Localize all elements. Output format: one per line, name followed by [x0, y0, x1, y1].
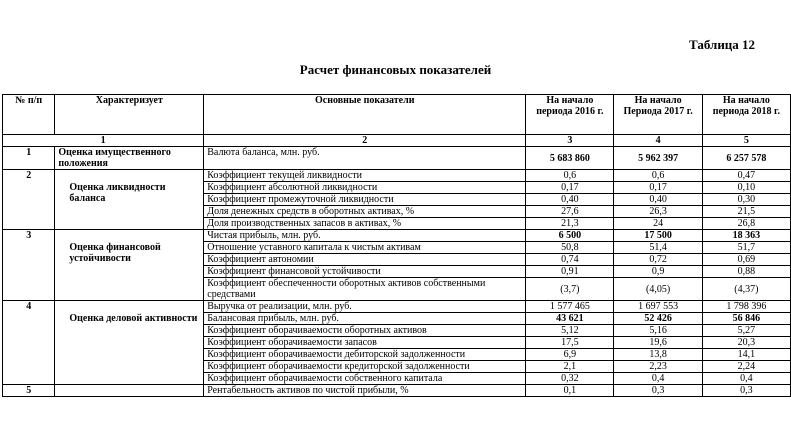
value-cell: 26,8 [702, 218, 790, 230]
value-cell: (4,05) [614, 278, 702, 301]
indicator-name-cell: Коэффициент текущей ликвидности [204, 170, 526, 182]
value-cell: 0,6 [614, 170, 702, 182]
value-cell: 1 798 396 [702, 301, 790, 313]
value-cell: 2,24 [702, 361, 790, 373]
value-cell: 21,5 [702, 206, 790, 218]
value-cell: 6 500 [526, 230, 614, 242]
value-cell: 0,4 [702, 373, 790, 385]
value-cell: 13,8 [614, 349, 702, 361]
header-row [3, 95, 791, 135]
value-cell: 14,1 [702, 349, 790, 361]
value-cell: 5,12 [526, 325, 614, 337]
row-number-cell: 3 [3, 230, 55, 301]
value-cell: 51,4 [614, 242, 702, 254]
value-cell: 0,40 [526, 194, 614, 206]
value-cell: 0,1 [526, 385, 614, 397]
row-number-cell: 2 [3, 170, 55, 230]
value-cell: 50,8 [526, 242, 614, 254]
header-cell: Основные показатели [204, 95, 526, 135]
indicator-name-cell: Коэффициент оборачиваемости дебиторской задолженности [204, 349, 526, 361]
value-cell: 0,3 [702, 385, 790, 397]
value-cell: 0,3 [614, 385, 702, 397]
indicator-name-cell: Коэффициент абсолютной ликвидности [204, 182, 526, 194]
value-cell: 24 [614, 218, 702, 230]
category-cell: Оценка имущественного положения [55, 147, 204, 170]
indicator-name-cell: Рентабельность активов по чистой прибыли, % [204, 385, 526, 397]
value-cell: 5 962 397 [614, 147, 702, 170]
table-number: Таблица 12 [689, 37, 756, 52]
value-cell: 6,9 [526, 349, 614, 361]
value-cell: 5,27 [702, 325, 790, 337]
index-cell: 5 [702, 135, 790, 147]
value-cell: 0,17 [526, 182, 614, 194]
index-cell: 1 [3, 135, 204, 147]
value-cell: 51,7 [702, 242, 790, 254]
value-cell: 0,74 [526, 254, 614, 266]
index-cell: 4 [614, 135, 702, 147]
value-cell: 0,47 [702, 170, 790, 182]
value-cell: 5,16 [614, 325, 702, 337]
value-cell: 0,88 [702, 266, 790, 278]
value-cell: 17 500 [614, 230, 702, 242]
value-cell: 26,3 [614, 206, 702, 218]
table-row [3, 170, 791, 182]
header-cell: № п/п [3, 95, 55, 135]
header-cell: На начало периода 2018 г. [702, 95, 790, 135]
value-cell: 0,91 [526, 266, 614, 278]
value-cell: 27,6 [526, 206, 614, 218]
value-cell: (3,7) [526, 278, 614, 301]
value-cell: (4,37) [702, 278, 790, 301]
header-cell: На начало Периода 2017 г. [614, 95, 702, 135]
value-cell: 0,69 [702, 254, 790, 266]
value-cell: 0,40 [614, 194, 702, 206]
value-cell: 0,72 [614, 254, 702, 266]
table-title: Расчет финансовых показателей [299, 62, 492, 77]
indicator-name-cell: Выручка от реализации, млн. руб. [204, 301, 526, 313]
row-number-cell: 4 [3, 301, 55, 385]
value-cell: 20,3 [702, 337, 790, 349]
value-cell: 0,9 [614, 266, 702, 278]
indicator-name-cell: Коэффициент обеспеченности оборотных активов собственными средствами [204, 278, 526, 301]
indicator-name-cell: Доля денежных средств в оборотных активах, % [204, 206, 526, 218]
indicator-name-cell: Доля производственных запасов в активах, % [204, 218, 526, 230]
row-number-cell: 1 [3, 147, 55, 170]
indicator-name-cell: Коэффициент оборачиваемости собственного капитала [204, 373, 526, 385]
category-cell: Оценка ликвидности баланса [55, 170, 204, 230]
indicator-name-cell: Валюта баланса, млн. руб. [204, 147, 526, 170]
value-cell: 18 363 [702, 230, 790, 242]
indicator-name-cell: Коэффициент оборачиваемости оборотных активов [204, 325, 526, 337]
table-row [3, 147, 791, 170]
value-cell: 0,6 [526, 170, 614, 182]
header-cell: Характеризует [55, 95, 204, 135]
indicator-name-cell: Чистая прибыль, млн. руб. [204, 230, 526, 242]
header-cell: На начало периода 2016 г. [526, 95, 614, 135]
category-cell: Оценка деловой активности [55, 301, 204, 385]
indicator-name-cell: Балансовая прибыль, млн. руб. [204, 313, 526, 325]
value-cell: 43 621 [526, 313, 614, 325]
value-cell: 0,32 [526, 373, 614, 385]
value-cell: 6 257 578 [702, 147, 790, 170]
index-cell: 2 [204, 135, 526, 147]
value-cell: 2,1 [526, 361, 614, 373]
index-cell: 3 [526, 135, 614, 147]
value-cell: 1 577 465 [526, 301, 614, 313]
value-cell: 1 697 553 [614, 301, 702, 313]
category-cell: Оценка финансовой устойчивости [55, 230, 204, 301]
indicator-name-cell: Отношение уставного капитала к чистым активам [204, 242, 526, 254]
value-cell: 21,3 [526, 218, 614, 230]
table-row [3, 385, 791, 397]
value-cell: 52 426 [614, 313, 702, 325]
indicator-name-cell: Коэффициент оборачиваемости запасов [204, 337, 526, 349]
financial-indicators-table [2, 94, 791, 397]
table-row [3, 230, 791, 242]
indicator-name-cell: Коэффициент оборачиваемости кредиторской задолженности [204, 361, 526, 373]
column-index-row [3, 135, 791, 147]
table-row [3, 301, 791, 313]
value-cell: 0,10 [702, 182, 790, 194]
indicator-name-cell: Коэффициент промежуточной ликвидности [204, 194, 526, 206]
value-cell: 0,30 [702, 194, 790, 206]
value-cell: 0,17 [614, 182, 702, 194]
value-cell: 56 846 [702, 313, 790, 325]
indicator-name-cell: Коэффициент финансовой устойчивости [204, 266, 526, 278]
indicator-name-cell: Коэффициент автономии [204, 254, 526, 266]
value-cell: 17,5 [526, 337, 614, 349]
value-cell: 19,6 [614, 337, 702, 349]
row-number-cell: 5 [3, 385, 55, 397]
value-cell: 2,23 [614, 361, 702, 373]
category-cell [55, 385, 204, 397]
value-cell: 5 683 860 [526, 147, 614, 170]
value-cell: 0,4 [614, 373, 702, 385]
